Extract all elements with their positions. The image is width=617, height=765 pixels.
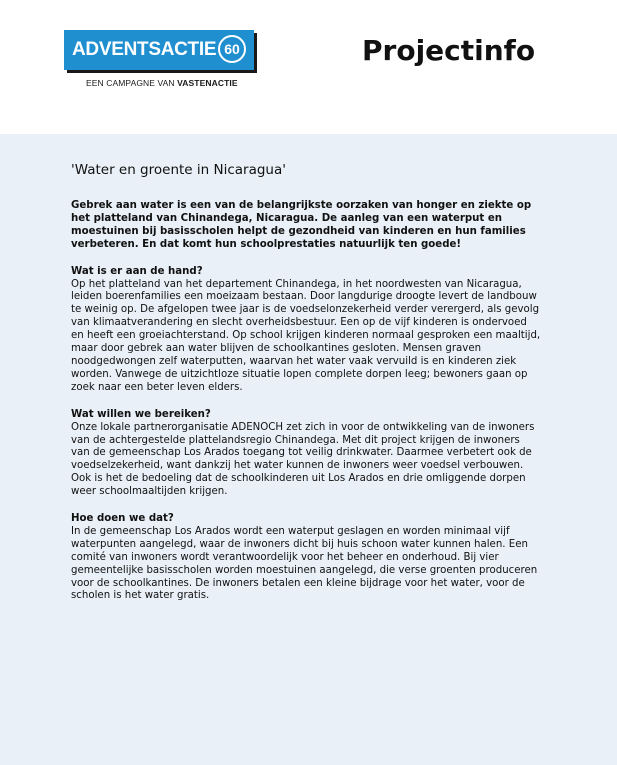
section-heading-approach: Hoe doen we dat?	[71, 513, 174, 525]
document-body	[71, 162, 541, 617]
document-intro: Gebrek aan water is een van de belangrijkste oorzaken van honger en ziekte op het platteland van Chinandega, Nicaragua. De aanleg van een waterput en moestuinen bij basisscholen helpt de gezondheid van kinderen en hun families verbeteren. En dat komt hun schoolprestaties natuurlijk ten goede!	[71, 200, 532, 250]
section-text-approach: In de gemeenschap Los Arados wordt een waterput geslagen en worden minimaal vijf waterpunten aangelegd, waar de inwoners dicht bij huis schoon water kunnen halen. Een comité van inwoners wordt verantwoordelijk voor het beheer en onderhoud. Bij vier gemeentelijke basisscholen worden moestuinen aangelegd, die verse groenten produceren voor de schoolkantines. De inwoners betalen een kleine bijdrage voor het water, voor de scholen is het water gratis.	[71, 525, 538, 602]
logo-tagline	[86, 78, 254, 88]
section-heading-situation: Wat is er aan de hand?	[71, 265, 203, 277]
adventsactie-logo	[64, 30, 254, 88]
page-title: Projectinfo	[362, 34, 536, 67]
logo-tagline-prefix: EEN CAMPAGNE VAN	[86, 78, 175, 88]
logo-bar	[64, 30, 254, 70]
document-title: 'Water en groente in Nicaragua'	[71, 162, 286, 178]
section-text-situation: Op het platteland van het departement Chinandega, in het noordwesten van Nicaragua, leiden boerenfamilies een moeizaam bestaan. Door langdurige droogte levert de landbouw te weinig op. De afgelopen twee jaar is de voedselonzekerheid verder verergerd, als gevolg van klimaatverandering en slecht overheidsbestuur. Een op de vijf kinderen is ondervoed en heeft een groeiachterstand. Op school krijgen kinderen normaal gesproken een maaltijd, maar door gebrek aan water blijven de schoolkantines gesloten. Mensen graven noodgedwongen zelf waterputten, waarvan het water vaak vervuild is en kinderen ziek worden. Vanwege de uitzichtloze situatie lopen complete dorpen leeg; bewoners gaan op zoek naar een beter leven elders.	[71, 278, 541, 393]
page-header	[0, 0, 617, 134]
content-panel	[0, 134, 617, 765]
section-heading-goals: Wat willen we bereiken?	[71, 408, 211, 420]
logo-badge: 60	[218, 35, 246, 63]
logo-tagline-org: VASTENACTIE	[177, 78, 238, 88]
section-text-goals: Onze lokale partnerorganisatie ADENOCH zet zich in voor de ontwikkeling van de inwoners van de achtergestelde plattelandsregio Chinandega. Met dit project krijgen de inwoners van de gemeenschap Los Arados toegang tot veilig drinkwater. Daarmee verbetert ook de voedselzekerheid, want dankzij het water kunnen de inwoners weer voedsel verbouwen. Ook is het de bedoeling dat de schoolkinderen uit Los Arados en drie omliggende dorpen weer schoolmaaltijden krijgen.	[71, 421, 535, 498]
logo-name: ADVENTSACTIE	[72, 39, 217, 60]
